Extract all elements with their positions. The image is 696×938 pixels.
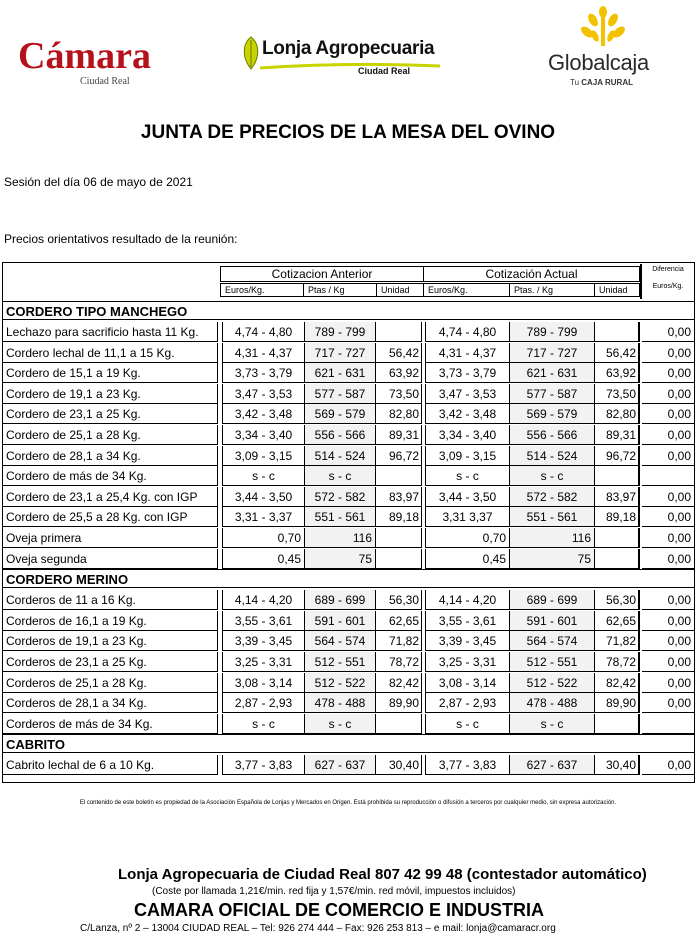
prev-unidad-cell: 96,72 bbox=[376, 446, 422, 466]
curr-euros-cell: 3,77 - 3,83 bbox=[425, 755, 510, 775]
row-name-cell: Corderos de 11 a 16 Kg. bbox=[3, 590, 218, 610]
camara-logo bbox=[18, 36, 178, 86]
leaf-icon bbox=[240, 36, 262, 70]
prev-euros-cell: 3,25 - 3,31 bbox=[222, 652, 305, 672]
header-difference bbox=[640, 264, 694, 299]
curr-ptas-cell: 569 - 579 bbox=[510, 404, 595, 424]
table-row bbox=[3, 487, 694, 508]
prev-unidad-cell bbox=[376, 528, 422, 548]
curr-unidad-cell bbox=[595, 466, 640, 486]
row-name-cell: Cordero de 19,1 a 23 Kg. bbox=[3, 384, 218, 404]
header-prev-unidad: Unidad bbox=[381, 285, 410, 295]
curr-unidad-cell: 83,97 bbox=[595, 487, 640, 507]
curr-unidad-cell bbox=[595, 549, 640, 569]
header-curr-euros: Euros/Kg. bbox=[424, 284, 510, 296]
prev-unidad-cell: 83,97 bbox=[376, 487, 422, 507]
difference-cell: 0,00 bbox=[642, 652, 694, 672]
table-row bbox=[3, 507, 694, 528]
prev-unidad-cell: 56,42 bbox=[376, 343, 422, 363]
prev-unidad-cell: 82,80 bbox=[376, 404, 422, 424]
difference-cell: 0,00 bbox=[642, 528, 694, 548]
prev-ptas-cell: 569 - 579 bbox=[305, 404, 376, 424]
curr-ptas-cell: 627 - 637 bbox=[510, 755, 595, 775]
row-name-cell: Cordero de 15,1 a 19 Kg. bbox=[3, 363, 218, 383]
prev-euros-cell: 4,14 - 4,20 bbox=[222, 590, 305, 610]
prev-euros-cell: 3,42 - 3,48 bbox=[222, 404, 305, 424]
curr-euros-cell: 2,87 - 2,93 bbox=[425, 693, 510, 713]
section-header: CABRITO bbox=[3, 734, 694, 753]
prev-unidad-cell: 73,50 bbox=[376, 384, 422, 404]
difference-cell: 0,00 bbox=[642, 404, 694, 424]
curr-unidad-cell: 56,30 bbox=[595, 590, 640, 610]
prev-unidad-cell bbox=[376, 549, 422, 569]
curr-ptas-cell: 564 - 574 bbox=[510, 631, 595, 651]
prev-ptas-cell: 621 - 631 bbox=[305, 363, 376, 383]
row-name-cell: Oveja primera bbox=[3, 528, 218, 548]
prev-unidad-cell: 78,72 bbox=[376, 652, 422, 672]
header-curr-quote: Cotización Actual bbox=[423, 266, 640, 282]
row-name-cell: Cordero de más de 34 Kg. bbox=[3, 466, 218, 486]
swoosh-icon bbox=[260, 62, 440, 72]
difference-cell: 0,00 bbox=[642, 425, 694, 445]
prev-ptas-cell: 577 - 587 bbox=[305, 384, 376, 404]
header-prev-quote: Cotizacion Anterior bbox=[220, 266, 424, 282]
difference-cell: 0,00 bbox=[642, 384, 694, 404]
prev-unidad-cell bbox=[376, 466, 422, 486]
row-name-cell: Corderos de 28,1 a 34 Kg. bbox=[3, 693, 218, 713]
prev-euros-cell: 3,31 - 3,37 bbox=[222, 507, 305, 527]
curr-unidad-cell: 78,72 bbox=[595, 652, 640, 672]
footer-call-cost: (Coste por llamada 1,21€/min. red fija y 1,57€/min. red móvil, impuestos incluidos) bbox=[152, 886, 516, 897]
table-row bbox=[3, 755, 694, 776]
curr-ptas-cell: 591 - 601 bbox=[510, 611, 595, 631]
prev-unidad-cell: 89,90 bbox=[376, 693, 422, 713]
difference-cell bbox=[642, 714, 694, 734]
section-header: CORDERO MERINO bbox=[3, 569, 694, 588]
row-name-cell: Cordero lechal de 11,1 a 15 Kg. bbox=[3, 343, 218, 363]
prev-unidad-cell bbox=[376, 714, 422, 734]
table-row bbox=[3, 652, 694, 673]
curr-euros-cell: 3,31 3,37 bbox=[425, 507, 510, 527]
curr-euros-cell: 0,70 bbox=[425, 528, 510, 548]
prev-unidad-cell: 82,42 bbox=[376, 673, 422, 693]
curr-unidad-cell: 56,42 bbox=[595, 343, 640, 363]
curr-ptas-cell: 556 - 566 bbox=[510, 425, 595, 445]
prev-euros-cell: 3,73 - 3,79 bbox=[222, 363, 305, 383]
prev-unidad-cell: 30,40 bbox=[376, 755, 422, 775]
table-row bbox=[3, 693, 694, 714]
prev-ptas-cell: 717 - 727 bbox=[305, 343, 376, 363]
prev-euros-cell: 3,09 - 3,15 bbox=[222, 446, 305, 466]
curr-ptas-cell: 75 bbox=[510, 549, 595, 569]
prev-ptas-cell: 689 - 699 bbox=[305, 590, 376, 610]
row-name-cell: Corderos de 19,1 a 23 Kg. bbox=[3, 631, 218, 651]
row-name-cell: Oveja segunda bbox=[3, 549, 218, 569]
curr-unidad-cell bbox=[595, 714, 640, 734]
prev-euros-cell: 3,47 - 3,53 bbox=[222, 384, 305, 404]
curr-ptas-cell: 512 - 522 bbox=[510, 673, 595, 693]
difference-cell: 0,00 bbox=[642, 631, 694, 651]
table-row bbox=[3, 384, 694, 405]
table-row bbox=[3, 714, 694, 735]
difference-cell: 0,00 bbox=[642, 590, 694, 610]
prev-euros-cell: s - c bbox=[222, 714, 305, 734]
prev-euros-cell: s - c bbox=[222, 466, 305, 486]
curr-ptas-cell: s - c bbox=[510, 714, 595, 734]
curr-euros-cell: 3,39 - 3,45 bbox=[425, 631, 510, 651]
curr-unidad-cell: 62,65 bbox=[595, 611, 640, 631]
footer-lonja-phone: Lonja Agropecuaria de Ciudad Real 807 42 99 48 (contestador automático) bbox=[118, 866, 647, 883]
row-name-cell: Cordero de 23,1 a 25 Kg. bbox=[3, 404, 218, 424]
prev-euros-cell: 0,45 bbox=[222, 549, 305, 569]
curr-unidad-cell: 96,72 bbox=[595, 446, 640, 466]
prev-ptas-cell: 116 bbox=[305, 528, 376, 548]
prev-ptas-cell: 556 - 566 bbox=[305, 425, 376, 445]
prev-euros-cell: 2,87 - 2,93 bbox=[222, 693, 305, 713]
curr-euros-cell: 3,73 - 3,79 bbox=[425, 363, 510, 383]
table-row bbox=[3, 549, 694, 570]
prev-unidad-cell: 89,31 bbox=[376, 425, 422, 445]
prev-unidad-cell: 89,18 bbox=[376, 507, 422, 527]
prev-unidad-cell bbox=[376, 322, 422, 342]
difference-cell: 0,00 bbox=[642, 343, 694, 363]
difference-cell: 0,00 bbox=[642, 363, 694, 383]
table-row bbox=[3, 590, 694, 611]
prev-ptas-cell: 564 - 574 bbox=[305, 631, 376, 651]
curr-ptas-cell: 717 - 727 bbox=[510, 343, 595, 363]
difference-cell bbox=[642, 466, 694, 486]
curr-euros-cell: 3,34 - 3,40 bbox=[425, 425, 510, 445]
row-name-cell: Corderos de más de 34 Kg. bbox=[3, 714, 218, 734]
header-curr-subcols bbox=[423, 283, 640, 297]
curr-ptas-cell: 514 - 524 bbox=[510, 446, 595, 466]
curr-unidad-cell: 82,80 bbox=[595, 404, 640, 424]
prev-ptas-cell: 572 - 582 bbox=[305, 487, 376, 507]
difference-cell: 0,00 bbox=[642, 487, 694, 507]
page-title: JUNTA DE PRECIOS DE LA MESA DEL OVINO bbox=[140, 122, 556, 143]
camara-logo-sub: Ciudad Real bbox=[80, 76, 130, 87]
header-diff-label: Diferencia bbox=[652, 266, 684, 273]
prev-ptas-cell: 512 - 551 bbox=[305, 652, 376, 672]
table-row bbox=[3, 446, 694, 467]
difference-cell: 0,00 bbox=[642, 322, 694, 342]
curr-euros-cell: 4,14 - 4,20 bbox=[425, 590, 510, 610]
price-table bbox=[2, 262, 695, 783]
lonja-logo bbox=[240, 36, 440, 84]
session-date: Sesión del día 06 de mayo de 2021 bbox=[4, 175, 193, 189]
row-name-cell: Lechazo para sacrificio hasta 11 Kg. bbox=[3, 322, 218, 342]
intro-text: Precios orientativos resultado de la reunión: bbox=[4, 232, 238, 246]
prev-ptas-cell: 591 - 601 bbox=[305, 611, 376, 631]
curr-ptas-cell: 116 bbox=[510, 528, 595, 548]
prev-euros-cell: 4,31 - 4,37 bbox=[222, 343, 305, 363]
header-diff-unit: Euros/Kg. bbox=[652, 283, 684, 290]
header-prev-subcols bbox=[220, 283, 424, 297]
table-row bbox=[3, 466, 694, 487]
row-name-cell: Corderos de 25,1 a 28 Kg. bbox=[3, 673, 218, 693]
prev-euros-cell: 3,08 - 3,14 bbox=[222, 673, 305, 693]
header-curr-unidad: Unidad bbox=[599, 285, 628, 295]
prev-ptas-cell: 478 - 488 bbox=[305, 693, 376, 713]
curr-ptas-cell: 572 - 582 bbox=[510, 487, 595, 507]
curr-euros-cell: 3,42 - 3,48 bbox=[425, 404, 510, 424]
difference-cell: 0,00 bbox=[642, 446, 694, 466]
disclaimer: El contenido de este boletín es propiedad de la Asociación Española de Lonjas y Mercados en Origen. Está prohibida su reproducción o difusión a terceros por cualquier medio, sin expresa autorización. bbox=[79, 800, 617, 806]
difference-cell: 0,00 bbox=[642, 507, 694, 527]
curr-euros-cell: 3,55 - 3,61 bbox=[425, 611, 510, 631]
row-name-cell: Cordero de 25,5 a 28 Kg. con IGP bbox=[3, 507, 218, 527]
table-row bbox=[3, 528, 694, 549]
prev-unidad-cell: 63,92 bbox=[376, 363, 422, 383]
curr-euros-cell: s - c bbox=[425, 466, 510, 486]
row-name-cell: Cordero de 28,1 a 34 Kg. bbox=[3, 446, 218, 466]
curr-euros-cell: 3,44 - 3,50 bbox=[425, 487, 510, 507]
curr-ptas-cell: 789 - 799 bbox=[510, 322, 595, 342]
row-name-cell: Corderos de 16,1 a 19 Kg. bbox=[3, 611, 218, 631]
table-row bbox=[3, 322, 694, 343]
curr-euros-cell: 4,74 - 4,80 bbox=[425, 322, 510, 342]
prev-euros-cell: 3,34 - 3,40 bbox=[222, 425, 305, 445]
camara-logo-word: Cámara bbox=[18, 35, 151, 77]
curr-unidad-cell: 89,31 bbox=[595, 425, 640, 445]
globalcaja-logo bbox=[548, 6, 668, 90]
row-name-cell: Cordero de 23,1 a 25,4 Kg. con IGP bbox=[3, 487, 218, 507]
prev-euros-cell: 3,44 - 3,50 bbox=[222, 487, 305, 507]
prev-euros-cell: 3,39 - 3,45 bbox=[222, 631, 305, 651]
lonja-logo-title: Lonja Agropecuaria bbox=[262, 38, 435, 59]
curr-euros-cell: s - c bbox=[425, 714, 510, 734]
row-name-cell: Cordero de 25,1 a 28 Kg. bbox=[3, 425, 218, 445]
curr-unidad-cell: 63,92 bbox=[595, 363, 640, 383]
prev-unidad-cell: 56,30 bbox=[376, 590, 422, 610]
curr-ptas-cell: 512 - 551 bbox=[510, 652, 595, 672]
header-prev-ptas: Ptas / Kg bbox=[304, 284, 377, 296]
curr-unidad-cell bbox=[595, 322, 640, 342]
prev-ptas-cell: 514 - 524 bbox=[305, 446, 376, 466]
curr-euros-cell: 0,45 bbox=[425, 549, 510, 569]
table-row bbox=[3, 611, 694, 632]
prev-euros-cell: 4,74 - 4,80 bbox=[222, 322, 305, 342]
prev-euros-cell: 0,70 bbox=[222, 528, 305, 548]
prev-euros-cell: 3,77 - 3,83 bbox=[222, 755, 305, 775]
globalcaja-logo-word: Globalcaja bbox=[548, 50, 649, 75]
difference-cell: 0,00 bbox=[642, 549, 694, 569]
prev-ptas-cell: 551 - 561 bbox=[305, 507, 376, 527]
prev-ptas-cell: 789 - 799 bbox=[305, 322, 376, 342]
globalcaja-logo-sub: Tu CAJA RURAL bbox=[570, 78, 633, 87]
curr-unidad-cell: 89,90 bbox=[595, 693, 640, 713]
curr-euros-cell: 3,09 - 3,15 bbox=[425, 446, 510, 466]
header-curr-ptas: Ptas. / Kg bbox=[510, 284, 595, 296]
curr-unidad-cell: 73,50 bbox=[595, 384, 640, 404]
curr-ptas-cell: 577 - 587 bbox=[510, 384, 595, 404]
prev-ptas-cell: s - c bbox=[305, 714, 376, 734]
curr-unidad-cell: 89,18 bbox=[595, 507, 640, 527]
table-row bbox=[3, 404, 694, 425]
row-name-cell: Cabrito lechal de 6 a 10 Kg. bbox=[3, 755, 218, 775]
prev-ptas-cell: 627 - 637 bbox=[305, 755, 376, 775]
prev-euros-cell: 3,55 - 3,61 bbox=[222, 611, 305, 631]
prev-unidad-cell: 71,82 bbox=[376, 631, 422, 651]
footer-chamber-name: CAMARA OFICIAL DE COMERCIO E INDUSTRIA bbox=[134, 900, 545, 920]
table-row bbox=[3, 425, 694, 446]
difference-cell: 0,00 bbox=[642, 755, 694, 775]
curr-euros-cell: 3,25 - 3,31 bbox=[425, 652, 510, 672]
prev-unidad-cell: 62,65 bbox=[376, 611, 422, 631]
curr-euros-cell: 3,47 - 3,53 bbox=[425, 384, 510, 404]
curr-ptas-cell: 621 - 631 bbox=[510, 363, 595, 383]
section-header: CORDERO TIPO MANCHEGO bbox=[3, 301, 694, 320]
row-name-cell: Corderos de 23,1 a 25 Kg. bbox=[3, 652, 218, 672]
curr-euros-cell: 3,08 - 3,14 bbox=[425, 673, 510, 693]
prev-ptas-cell: 75 bbox=[305, 549, 376, 569]
curr-ptas-cell: 478 - 488 bbox=[510, 693, 595, 713]
table-row bbox=[3, 363, 694, 384]
header-prev-euros: Euros/Kg. bbox=[221, 284, 304, 296]
curr-unidad-cell: 82,42 bbox=[595, 673, 640, 693]
curr-euros-cell: 4,31 - 4,37 bbox=[425, 343, 510, 363]
difference-cell: 0,00 bbox=[642, 673, 694, 693]
table-row bbox=[3, 673, 694, 694]
wheat-emblem-icon bbox=[578, 6, 628, 48]
footer-address: C/Lanza, nº 2 – 13004 CIUDAD REAL – Tel: 926 274 444 – Fax: 926 253 813 – e mail: lonja@camaracr.org bbox=[80, 923, 556, 934]
curr-unidad-cell: 30,40 bbox=[595, 755, 640, 775]
curr-ptas-cell: 551 - 561 bbox=[510, 507, 595, 527]
table-row bbox=[3, 631, 694, 652]
curr-unidad-cell bbox=[595, 528, 640, 548]
difference-cell: 0,00 bbox=[642, 693, 694, 713]
curr-unidad-cell: 71,82 bbox=[595, 631, 640, 651]
table-row bbox=[3, 343, 694, 364]
difference-cell: 0,00 bbox=[642, 611, 694, 631]
curr-ptas-cell: 689 - 699 bbox=[510, 590, 595, 610]
prev-ptas-cell: s - c bbox=[305, 466, 376, 486]
prev-ptas-cell: 512 - 522 bbox=[305, 673, 376, 693]
curr-ptas-cell: s - c bbox=[510, 466, 595, 486]
lonja-logo-sub: Ciudad Real bbox=[358, 66, 411, 76]
